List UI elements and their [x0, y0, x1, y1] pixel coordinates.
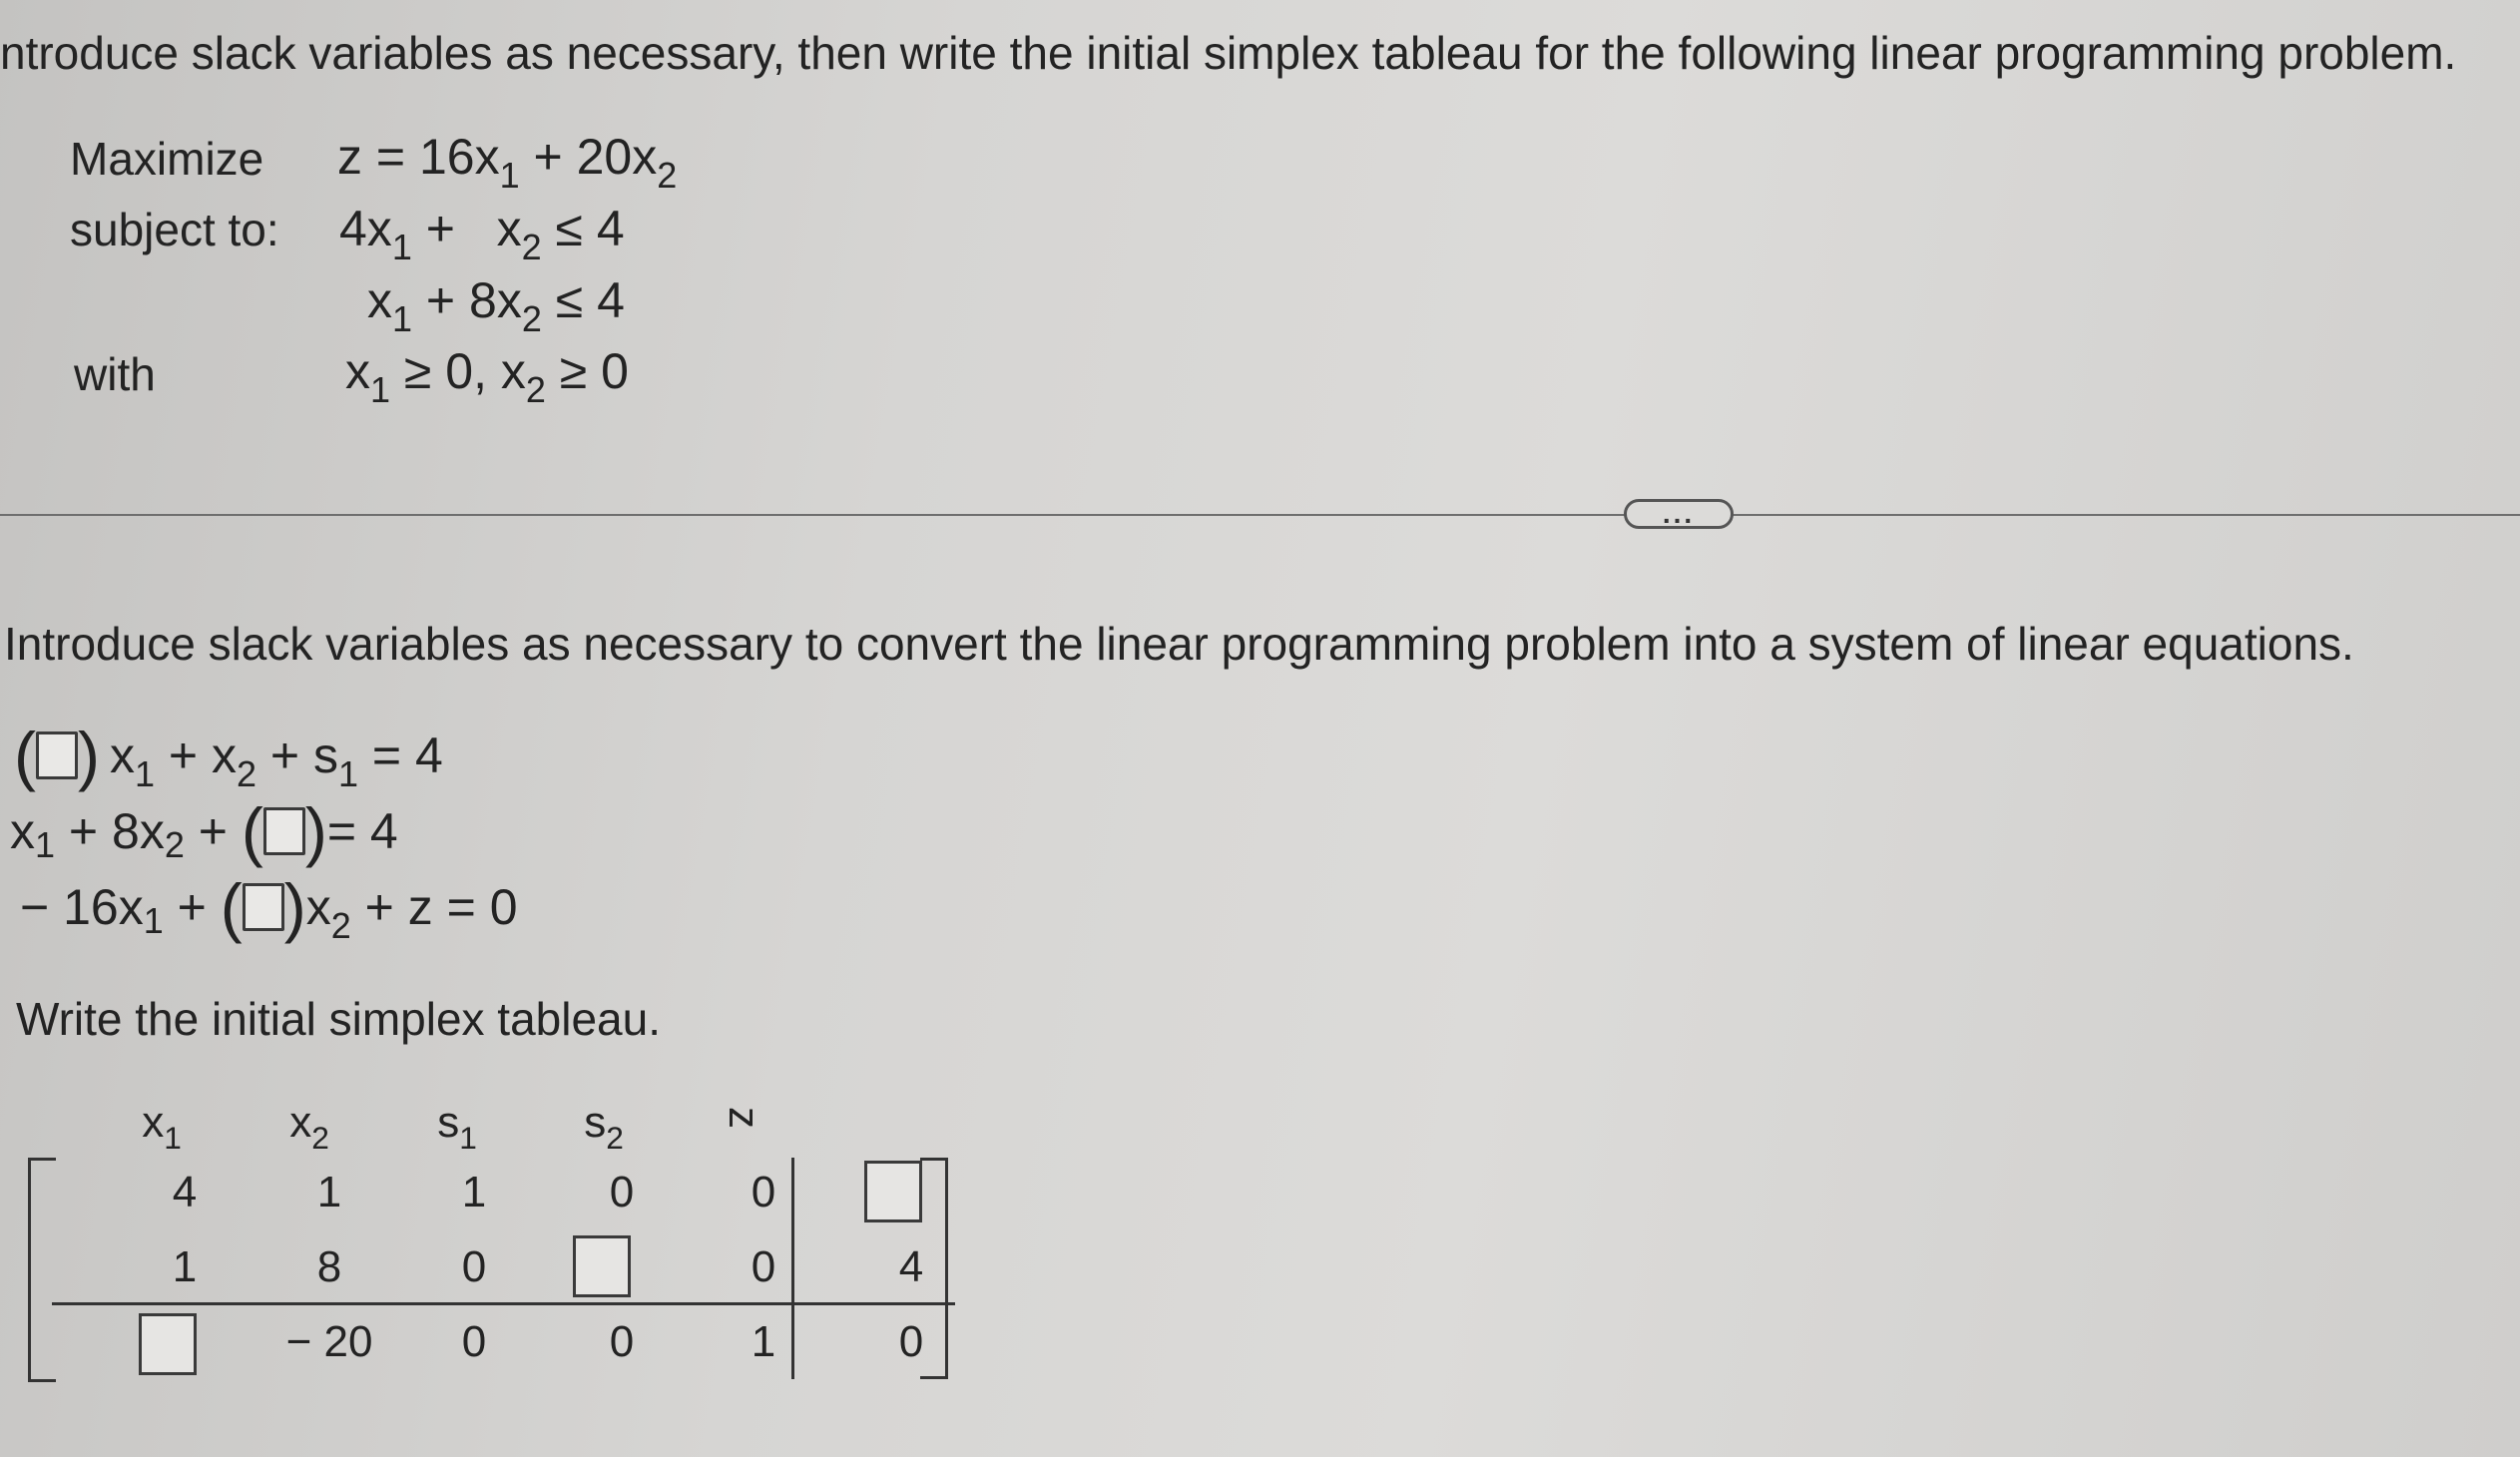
tableau-cell: − 20 [285, 1317, 373, 1366]
tableau-cell: 4 [898, 1242, 924, 1291]
constraint-2: $x_1 + 8x_2 \le 4$ [367, 272, 625, 339]
tableau-cell: 0 [898, 1317, 924, 1366]
tableau-header-s2: $s_2$ [584, 1098, 624, 1157]
tableau-header-x2: $x_2$ [289, 1098, 329, 1157]
with-label: with [74, 348, 156, 400]
equation-3: − 16x 1 + ( ) $x_2 + z = 0$ [20, 870, 518, 946]
tableau-answer-box-r3c1[interactable] [139, 1313, 197, 1375]
answer-box[interactable] [263, 807, 305, 855]
equation-1: ( ) $x_1 + x_2 + s_1 = 4$ [14, 719, 443, 794]
tableau-left-bracket [28, 1158, 56, 1382]
eq2-slack-answer[interactable]: ( ) [241, 794, 327, 868]
tableau-horizontal-rule [52, 1302, 955, 1305]
slack-variables-heading: Introduce slack variables as necessary to convert the linear programming problem into a system of linear equations. [4, 618, 2354, 670]
tableau-header-s1: $s_1$ [437, 1098, 477, 1157]
tableau-cell: 1 [316, 1168, 342, 1216]
eq3-coefficient-answer[interactable]: ( ) [220, 870, 306, 944]
tableau-cell: 1 [461, 1168, 487, 1216]
answer-box[interactable] [243, 883, 284, 931]
tableau-cell: 0 [609, 1317, 635, 1366]
subject-to-label: subject to: [70, 204, 279, 255]
tableau-cell: 0 [609, 1168, 635, 1216]
tableau-header-z: z [720, 1107, 768, 1129]
equation-2: x 1 + 8x 2 + ( ) = 4 [10, 794, 398, 868]
tableau-header-x1: $x_1$ [142, 1098, 182, 1157]
tableau-cell: 0 [461, 1242, 487, 1291]
tableau-cell: 4 [172, 1168, 198, 1216]
nonnegativity-constraint: $x_1 \ge 0$, $x_2 \ge 0$ [345, 343, 629, 410]
objective-function: $z = 16x_1 + 20x_2$ [337, 129, 678, 196]
tableau-cell: 1 [172, 1242, 198, 1291]
tableau-cell: 1 [751, 1317, 776, 1366]
instruction-text: ntroduce slack variables as necessary, then write the initial simplex tableau for the following linear programming problem. [0, 27, 2457, 79]
tableau-cell: 0 [461, 1317, 487, 1366]
section-divider [0, 514, 2520, 516]
tableau-answer-box-r1c6[interactable] [864, 1161, 922, 1222]
simplex-tableau-heading: Write the initial simplex tableau. [16, 993, 661, 1045]
tableau-cell: 8 [316, 1242, 342, 1291]
tableau-answer-box-r2c4[interactable] [573, 1235, 631, 1297]
tableau-cell: 0 [751, 1242, 776, 1291]
eq1-coefficient-answer[interactable]: ( ) [14, 719, 100, 792]
constraint-1: $4x_1 + x_2 \le 4$ [339, 201, 625, 267]
tableau-cell: 0 [751, 1168, 776, 1216]
more-options-button[interactable]: ... [1624, 499, 1734, 529]
answer-box[interactable] [36, 731, 78, 779]
maximize-label: Maximize [70, 133, 264, 185]
